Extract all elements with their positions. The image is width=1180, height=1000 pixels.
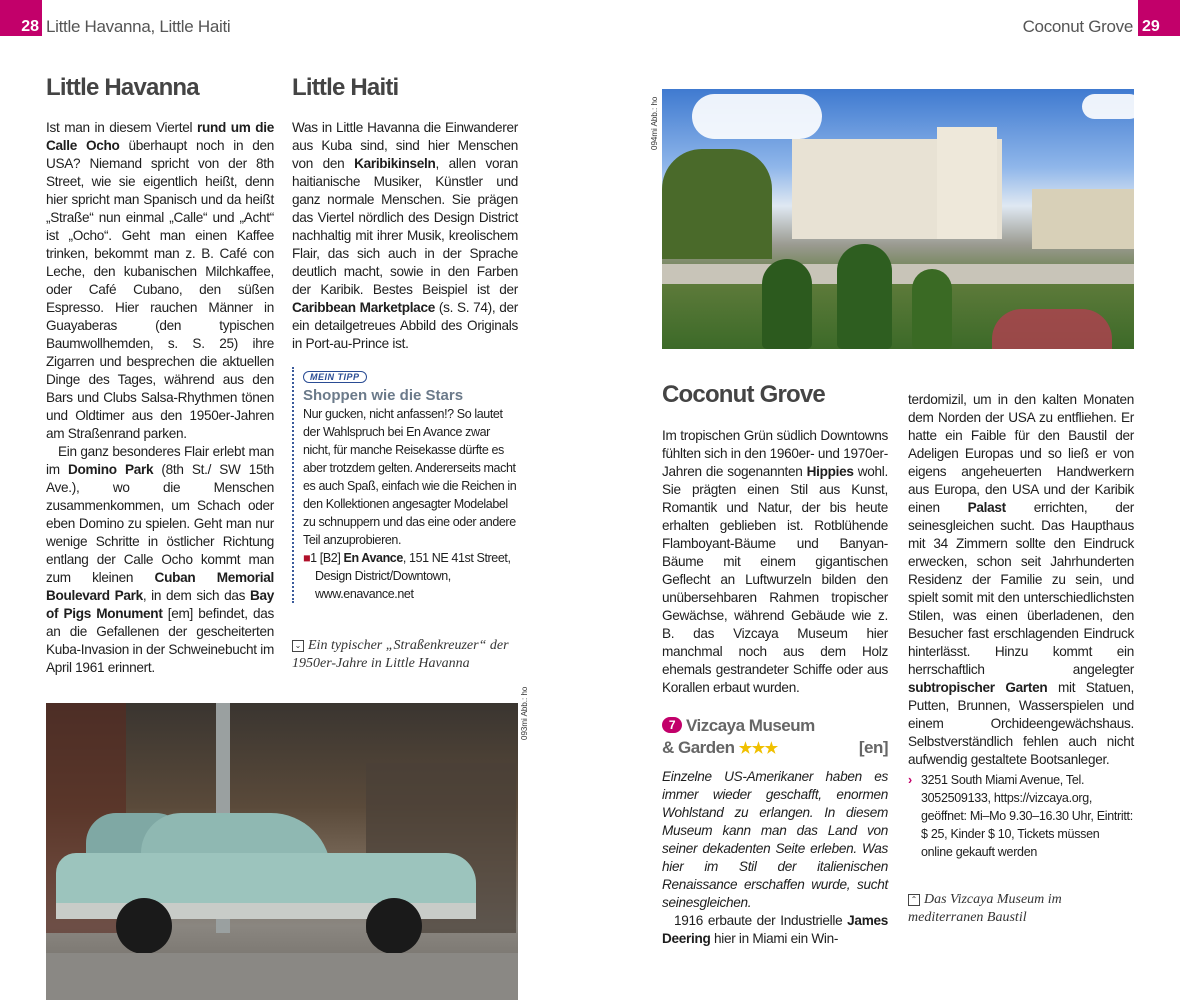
text-run: [em] befindet, das an die Gefallenen der gescheiterten Kuba-Invasion in der Schweinebucht im April 1961 erinnert. [46, 606, 274, 675]
text-run: Was in Little Havanna die Einwanderer aus Kuba sind, sind hier Menschen von den [292, 120, 518, 171]
tip-title: Shoppen wie die Stars [303, 387, 464, 404]
paragraph [46, 119, 274, 443]
bold-term: Caribbean Marketplace [292, 300, 435, 315]
little-haiti-column [292, 74, 518, 673]
text-run: Ein ganz besonderes Flair erlebt man im [46, 444, 274, 477]
tip-address [303, 549, 518, 603]
shop-bag-icon: ■ [303, 551, 311, 565]
map-marker-number: 1 [310, 551, 317, 565]
poi-intro-text: Einzelne US-Amerikaner haben es immer wieder geschafft, enormen Wohlstand zu erlangen. In diesem Museum kann man das Land von seiner dekadenten Seite erleben. Was hier im Stil der italienischen Renaissance erschaffen wurde, sucht seinesgleichen. [662, 769, 888, 910]
paragraph [908, 391, 1134, 769]
poi-intro [662, 768, 888, 948]
bold-term: Bay of Pigs Monument [46, 588, 274, 621]
running-head-left: Little Havanna, Little Haiti [46, 17, 231, 36]
mein-tipp-box [292, 367, 518, 603]
little-havanna-text [46, 119, 274, 677]
section-title-little-havanna: Little Havanna [46, 74, 199, 101]
section-title-coconut-grove: Coconut Grove [662, 381, 825, 408]
coconut-grove-column-1 [662, 381, 888, 948]
shop-address: , 151 NE 41st Street, Design District/Downtown, www.enavance.net [315, 551, 511, 601]
text-run: (s. S. 74), der ein detailgetreues Abbild des Originals in Port-au-Prince ist. [292, 300, 518, 351]
text-run: Im tropischen Grün südlich Downtowns fühlten sich in den 1960er- und 1970er-Jahren die sogenannten [662, 428, 888, 479]
coconut-grove-column-2 [908, 391, 1134, 927]
text-run: , allen voran haitianische Musiker, Künstler und ganz normale Menschen. Sie prägen das Viertel nördlich des Design District nachhaltig mit ihrer Musik, kreolischem Flair, das sich auch in der Sprache deutlich macht, sowie in den Farben der Karibik. Bestes Beispiel ist der [292, 156, 518, 297]
bold-term: Cuban Memorial Boulevard Park [46, 570, 275, 603]
bold-term: Palast [967, 500, 1006, 515]
bold-term: Karibikinseln [354, 156, 436, 171]
rating-stars: ★★★ [738, 740, 778, 757]
page-number-left [0, 0, 42, 36]
poi-number: 7 [662, 717, 682, 733]
coconut-grove-text-col2 [908, 391, 1134, 769]
little-haiti-text [292, 119, 518, 353]
arrow-down-icon: ⌄ [292, 640, 304, 652]
paragraph [46, 443, 274, 677]
text-run: terdomizil, um in den kalten Monaten dem Norden der USA zu entfliehen. Er hatte ein Faible für den Baustil der Adeligen Europas und so ließ er von eigens angeheuerten Handwerkern aus Europa, den USA und der Karibik einen [908, 392, 1134, 515]
bold-term: Hippies [806, 464, 854, 479]
running-head-right: Coconut Grove [1022, 17, 1133, 36]
paragraph [292, 119, 518, 353]
text-run: hier in Miami ein Win- [710, 931, 839, 946]
photo-credit-right: 094mi Abb.: ho [650, 96, 659, 150]
page-number-text: 28 [21, 18, 39, 35]
poi-title-line2: & Garden [662, 738, 735, 757]
page-number-right [1138, 0, 1180, 36]
caption-car [292, 637, 518, 673]
text-run: mit Statuen, Putten, Brunnen, Wasserspielen und einem Orchideengewächshaus. Selbstverständlich fehlen auch nicht aufwendig gestaltete Bootsanleger. [908, 680, 1135, 767]
mein-tipp-badge: MEIN TIPP [303, 371, 367, 383]
poi-title-line1: Vizcaya Museum [686, 716, 815, 735]
caption-text: Ein typischer „Straßenkreuzer“ der 1950er-Jahre in Little Havanna [292, 638, 509, 671]
text-run: überhaupt noch in den USA? Niemand spricht von der 8th Street, wie sie eigentlich heißt, denn hier spricht man Spanisch und da heißt „Straße“ nun einmal „Calle“ und „Acht“ ist „Ocho“. Geht man einen Kaffee trinken, bekommt man z. B. Café con Leche, den kubanischen Milchkaffee, oder Café Cubano, den süßen Espresso. Hier rauchen Männer in Guayaberas (den typischen Baumwollhemden, s. S. 25) ihre Zigarren und besprechen die aktuellen Dinge des Tages, während aus den Bars und Clubs Salsa-Rhythmen tönen und Oldtimer aus den 1950er-Jahren am Straßenrand parken. [46, 138, 274, 441]
section-title-little-haiti: Little Haiti [292, 74, 399, 101]
photo-credit-left: 093mi Abb.: ho [520, 686, 529, 740]
arrow-up-icon: ⌃ [908, 894, 920, 906]
caption-text: Das Vizcaya Museum im mediterranen Baustil [908, 892, 1062, 925]
little-havanna-column [46, 74, 274, 677]
bold-term: James Deering [662, 913, 888, 946]
paragraph [662, 427, 888, 697]
text-run: errichten, der seinesgleichen sucht. Das Haupthaus mit 34 Zimmern sollte den Eindruck erwecken, schon seit Jahrhunderten Residenz der Familie zu sein, und spielt somit mit den unterschiedlichsten Stilen, was einen überladenen, den Besucher fast erschlagenden Eindruck hinterlässt. Hinzu kommt ein herrschaftlich angelegter [908, 500, 1134, 677]
poi-info-text: 3251 South Miami Avenue, Tel. 3052509133, https://vizcaya.org, geöffnet: Mi–Mo 9.30–16.30 Uhr, Eintritt: $ 25, Kinder $ 10, Tickets müssen online gekauft werden [921, 773, 1133, 859]
text-run: 1916 erbaute der Industrielle [674, 913, 848, 928]
photo-vizcaya-museum [662, 89, 1134, 349]
poi-tag: [en] [858, 738, 888, 757]
tip-text: Nur gucken, nicht anfassen!? So lautet der Wahlspruch bei En Avance zwar nicht, für manche Reisekasse dürfte es aber trotzdem gelten. Andererseits macht es auch Spaß, einfach wie die Reichen in den Kollektionen angesagter Modelabel zu schnuppern und das eine oder andere Teil anzuprobieren. [303, 407, 517, 547]
bold-term: Domino Park [67, 462, 154, 477]
poi-info [908, 771, 1134, 861]
shop-name: En Avance [343, 551, 403, 565]
bold-term: subtropischer Garten [908, 680, 1048, 695]
text-run: (8th St./ SW 15th Ave.), wo die Menschen zusammenkommen, um Schach oder eben Domino zu spielen. Geht man nur wenige Schritte in östlicher Richtung entlang der Calle Ocho kommt man zum kleinen [46, 462, 275, 585]
bold-term: rund um die Calle Ocho [46, 120, 274, 153]
poi-title-vizcaya [662, 715, 888, 760]
chevron-right-icon: › [908, 773, 912, 787]
text-run: wohl. Sie prägten einen Stil aus Kunst, Romantik und Natur, der bis heute erhalten geblieben ist. Rotblühende Flamboyant-Bäume und Banyan-Bäume mit einem gigantischen Geflecht an Luftwurzeln bilden den unübersehbaren Rahmen tropischer Gewächse, während Gebäude wie z. B. das Vizcaya Museum hier manchmal noch aus dem Holz ehemals gestrandeter Schiffe oder aus Korallen erbaut wurden. [662, 464, 888, 695]
caption-vizcaya [908, 891, 1134, 927]
poi-body-start [662, 912, 888, 948]
page-number-text: 29 [1142, 18, 1160, 35]
photo-classic-car [46, 703, 518, 1000]
text-run: , in dem sich das [142, 588, 250, 603]
map-grid: [B2] [319, 551, 341, 565]
coconut-grove-text [662, 427, 888, 697]
text-run: Ist man in diesem Viertel [46, 120, 197, 135]
